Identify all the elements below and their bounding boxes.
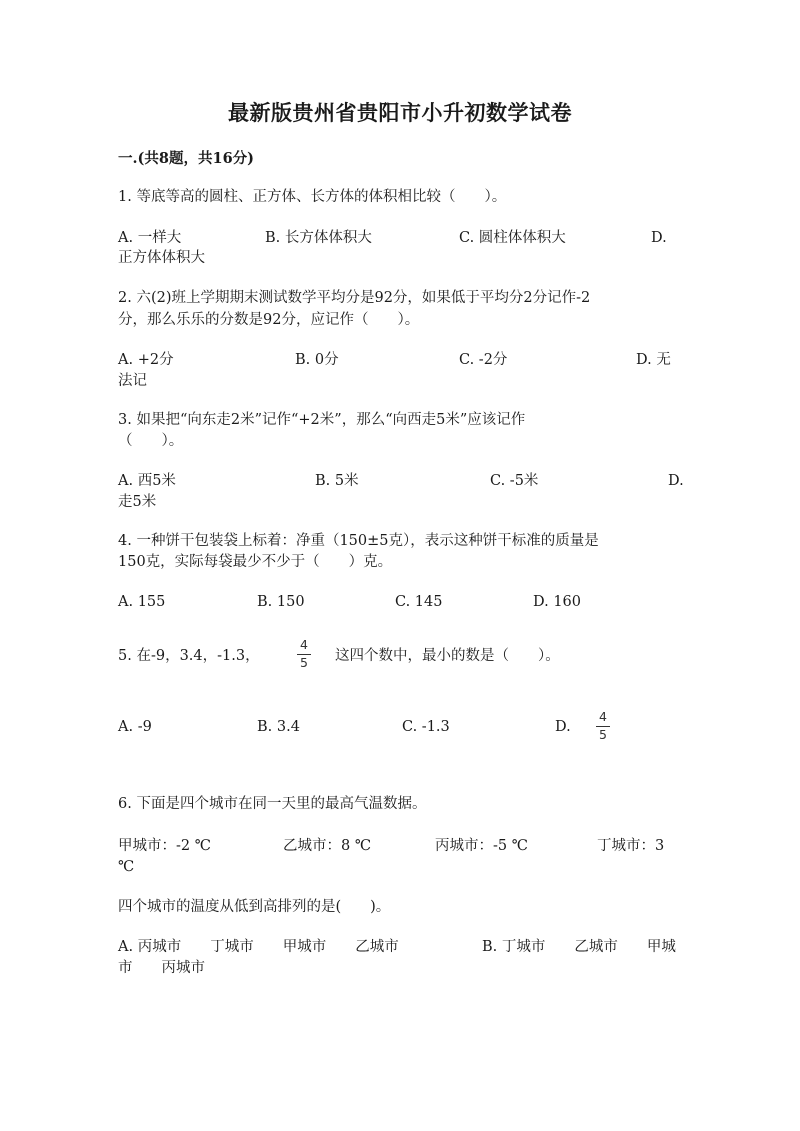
city-temp-bing: 丙城市：-5 ℃ (435, 838, 528, 854)
option-d: D. (651, 230, 667, 246)
question-stem-line2: 分，那么乐乐的分数是92分，应记作（ ）。 (118, 312, 420, 328)
option-d-text: 法记 (118, 373, 147, 389)
option-a: A. -9 (118, 719, 152, 735)
fraction-numerator: 4 (599, 709, 607, 724)
question-stem-line2: （ ）。 (118, 433, 184, 449)
option-b: B. 0分 (295, 352, 339, 368)
option-b: B. 丁城市 乙城市 甲城 (482, 939, 676, 955)
option-d-text: 走5米 (118, 494, 157, 510)
option-c: C. -5米 (490, 473, 539, 489)
fraction-denominator: 5 (300, 655, 308, 670)
question-stem-start: 5. 在-9，3.4，-1.3， (118, 648, 260, 664)
page-title: 最新版贵州省贵阳市小升初数学试卷 (228, 100, 572, 125)
option-c: C. 圆柱体体积大 (459, 230, 566, 246)
option-d: D. (555, 719, 571, 735)
option-c: C. -2分 (459, 352, 508, 368)
fraction-four-fifths (595, 710, 611, 742)
question-stem: 1. 等底等高的圆柱、正方体、长方体的体积相比较（ ）。 (118, 189, 507, 205)
question-stem-line2: 150克，实际每袋最少不少于（ ）克。 (118, 554, 393, 570)
question-stem-line1: 4. 一种饼干包装袋上标着：净重（150±5克），表示这种饼干标准的质量是 (118, 533, 599, 549)
fraction-numerator: 4 (300, 637, 308, 652)
city-temp-ding-unit: ℃ (118, 859, 135, 875)
option-b: B. 3.4 (257, 719, 300, 735)
option-b: B. 5米 (315, 473, 359, 489)
option-d-text: 正方体体积大 (118, 250, 205, 266)
city-temp-ding: 丁城市：3 (597, 838, 665, 854)
option-a: A. +2分 (118, 352, 174, 368)
option-d: D. 无 (636, 352, 671, 368)
option-b-text: 市 丙城市 (118, 960, 205, 976)
option-a: A. 155 (118, 594, 166, 610)
question-stem-line1: 3. 如果把“向东走2米”记作“+2米”，那么“向西走5米”应该记作 (118, 412, 526, 428)
option-b: B. 150 (257, 594, 305, 610)
city-temp-jia: 甲城市：-2 ℃ (118, 838, 211, 854)
option-b: B. 长方体体积大 (265, 230, 372, 246)
section-heading: 一.(共8题，共16分) (118, 150, 255, 167)
fraction-four-fifths (296, 638, 312, 670)
option-c: C. -1.3 (402, 719, 450, 735)
option-a: A. 丙城市 丁城市 甲城市 乙城市 (118, 939, 399, 955)
option-a: A. 一样大 (118, 230, 182, 246)
option-a: A. 西5米 (118, 473, 176, 489)
option-c: C. 145 (395, 594, 443, 610)
option-d: D. (668, 473, 684, 489)
fraction-denominator: 5 (599, 727, 607, 742)
option-d: D. 160 (533, 594, 582, 610)
city-temp-yi: 乙城市：8 ℃ (283, 838, 372, 854)
question-stem-end: 这四个数中，最小的数是（ ）。 (335, 648, 560, 664)
question-prompt: 四个城市的温度从低到高排列的是( )。 (118, 899, 391, 915)
question-stem-line1: 2. 六(2)班上学期期末测试数学平均分是92分，如果低于平均分2分记作-2 (118, 290, 591, 306)
question-stem: 6. 下面是四个城市在同一天里的最高气温数据。 (118, 796, 427, 812)
